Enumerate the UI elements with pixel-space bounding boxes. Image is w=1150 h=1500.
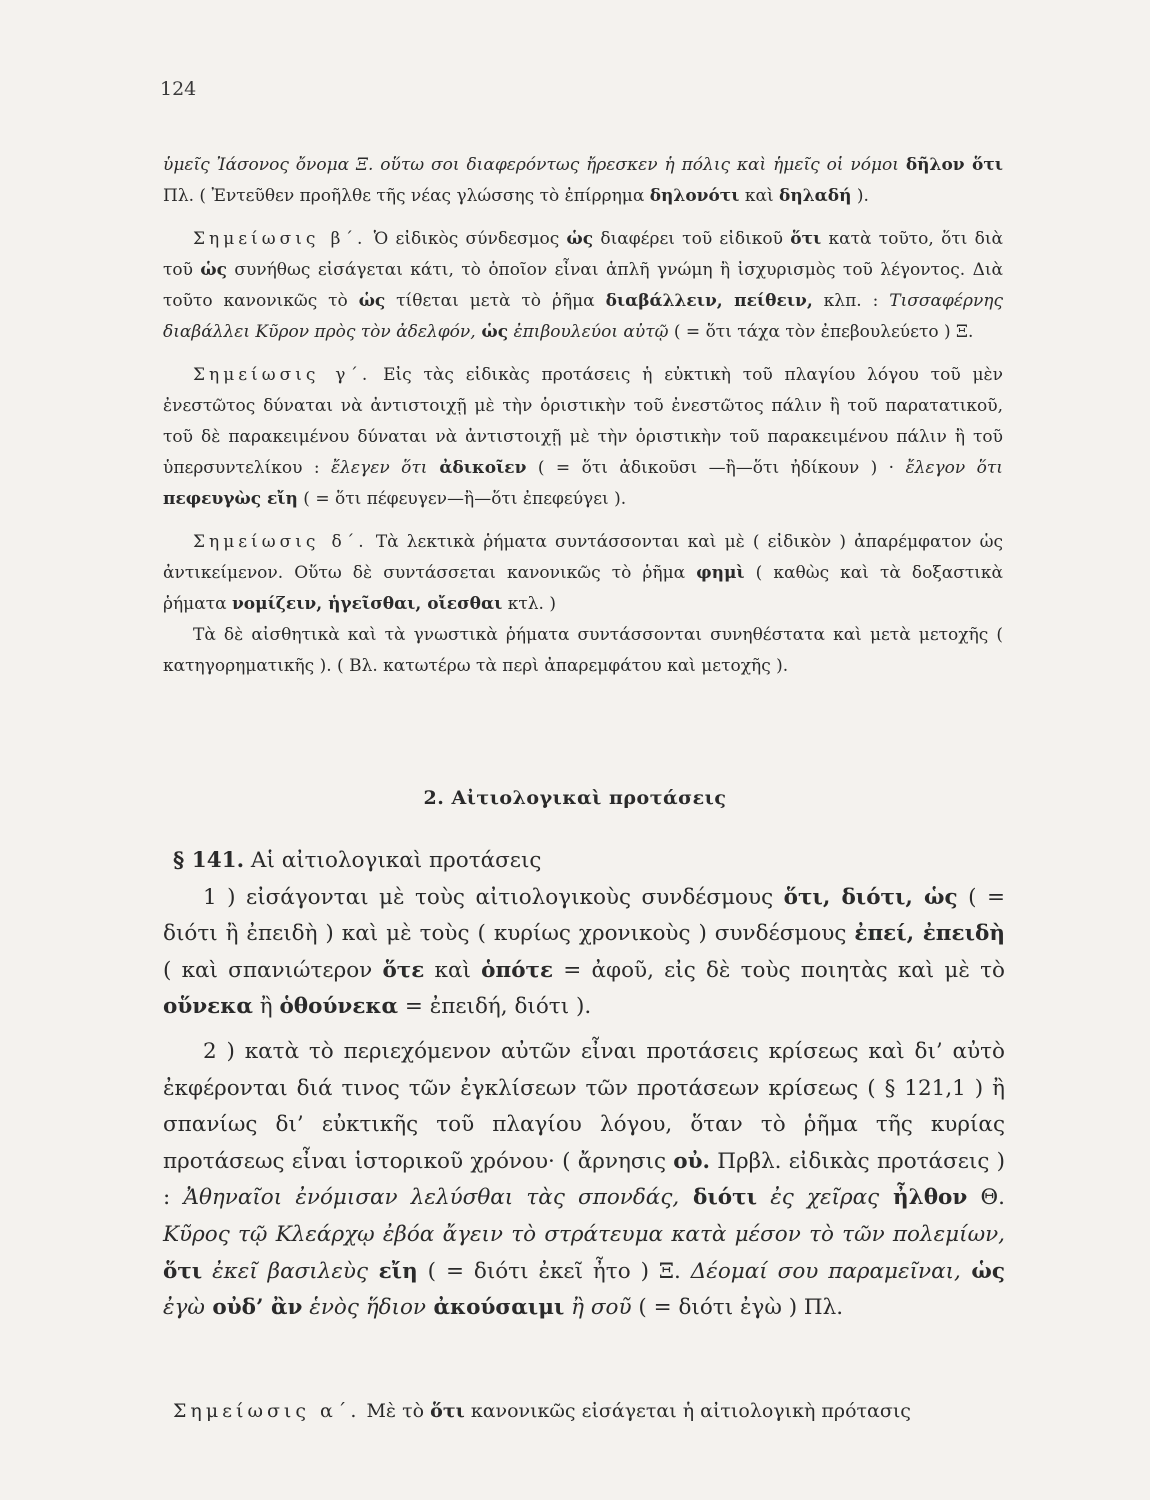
text: Πλ. ( Ἐντεῦθεν προῆλθε τῆς νέας γλώσσης τὸ ἐπίρρημα [163, 186, 650, 206]
italic-quote: ἐκεῖ βασιλεὺς [202, 1258, 369, 1284]
italic-quote: ἔλεγον ὅτι [905, 458, 1003, 478]
bold-term: δηλαδή [779, 186, 852, 206]
bold-term: οὐ. [673, 1148, 710, 1174]
bold-term: ὡς [200, 260, 227, 280]
bold-term: δηλονότι [649, 186, 740, 206]
bold-term: δῆλον ὅτι [905, 155, 1004, 175]
text: συνήθως εἰσάγεται κάτι, τὸ ὁποῖον εἶναι ἁπλῆ γνώμη ἢ ἰσχυρισμὸς τοῦ λέγοντος. Διὰ τοῦτο κανονικῶς τὸ [163, 260, 1003, 311]
text: κανονικῶς εἰσάγεται ἡ αἰτιολογικὴ πρότασις [464, 1400, 911, 1422]
text: καὶ [424, 957, 482, 983]
text: Μὲ τὸ [360, 1400, 431, 1422]
text: ( = διότι ἢ ἐπειδὴ ) καὶ μὲ τοὺς ( κυρίως χρονικοὺς ) συνδέσμους [163, 884, 1005, 947]
text: ( = ὅτι ἀδικοῦσι —ἢ—ὅτι ἠδίκουν ) · [526, 458, 906, 478]
bold-term: εἴη [368, 1258, 418, 1284]
section-141-intro [163, 843, 1005, 880]
note-label: Σημείωσις δ΄. [193, 532, 368, 552]
bold-term: ἀκούσαιμι [425, 1295, 565, 1321]
italic-quote: ἢ σοῦ [564, 1295, 632, 1321]
text: κατὰ τοῦτο, ὅτι διὰ τοῦ [163, 229, 1004, 280]
text: ἢ [252, 994, 280, 1020]
note-beta [163, 224, 1003, 348]
bold-term: πεφευγὼς εἴη [163, 489, 298, 509]
bold-term: ἀδικοῖεν [427, 458, 527, 478]
note-label: Σημείωσις α΄. [173, 1400, 361, 1422]
bold-term: οὐδ’ ἂν [204, 1295, 303, 1321]
bold-term: ὡς [566, 229, 594, 249]
italic-quote: ἔλεγεν ὅτι [331, 458, 428, 478]
section-141 [163, 843, 1005, 1335]
paragraph-continuation [163, 150, 1003, 212]
italic-quote: Κῦρος τῷ Κλεάρχῳ ἐβόα ἄγειν τὸ στράτευμα κατὰ μέσον τὸ τῶν πολεμίων, [163, 1221, 1005, 1247]
note-gamma [163, 360, 1003, 515]
bold-term: ὅτι [163, 1258, 203, 1284]
bold-term: ὅτι [790, 229, 822, 249]
bold-term: ὁπότε [481, 957, 554, 983]
bold-term: ἦλθον [879, 1185, 968, 1211]
italic-quote: ἐγὼ [163, 1295, 205, 1321]
note-label: Σημείωσις γ΄. [193, 365, 372, 385]
bold-term: διαβάλλειν, πείθειν, [605, 291, 813, 311]
italic-quote: Τισσαφέρνης διαβάλλει Κῦρον πρὸς τὸν ἀδελφόν, [163, 291, 1003, 342]
text: ( = ὅτι πέφευγεν—ἢ—ὅτι ἐπεφεύγει ). [297, 489, 627, 509]
section-heading: 2. Αἰτιολογικαὶ προτάσεις [423, 787, 727, 809]
note-label: Σημείωσις β΄. [193, 229, 367, 249]
text: 2 ) κατὰ τὸ περιεχόμενον αὐτῶν εἶναι προτάσεις κρίσεως καὶ δι’ αὐτὸ ἐκφέρονται διά τινος τῶν ἐγκλίσεων τῶν προτάσεων κρίσεως ( § 121,1 ) ἢ σπανίως δι’ εὐκτικῆς τοῦ πλαγίου λόγου, ὅταν τὸ ῥῆμα τῆς κυρίας προτάσεως εἶναι ἱστορικοῦ χρόνου· ( ἄρνησις [163, 1038, 1005, 1174]
text: ). [851, 186, 869, 206]
bold-term: ὅτι [430, 1400, 465, 1422]
section-141-point-1 [163, 880, 1005, 1026]
section-number: § 141. [173, 848, 245, 873]
bold-term: οὕνεκα [163, 994, 253, 1020]
bold-term: διότι [679, 1185, 758, 1211]
text: ( = ὅτι τάχα τὸν ἐπεβουλεύετο ) Ξ. [668, 322, 974, 342]
text: τίθεται μετὰ τὸ ῥῆμα [385, 291, 606, 311]
bold-term: ὡς [960, 1258, 1005, 1284]
italic-quote: ἑνὸς ἥδιον [302, 1295, 426, 1321]
text: ( καὶ σπανιώτερον [163, 957, 383, 983]
note-alpha [163, 1395, 1003, 1427]
bold-term: ὡς [358, 291, 386, 311]
text: Ὁ εἰδικὸς σύνδεσμος [366, 229, 567, 249]
text: = ἐπειδή, διότι ). [398, 994, 592, 1020]
bold-term: φημὶ [696, 563, 745, 583]
text: κτλ. ) [502, 594, 556, 614]
note-delta [163, 527, 1003, 620]
text: ( καθὼς καὶ τὰ δοξαστικὰ ῥήματα [163, 563, 1004, 614]
text: Θ. [967, 1185, 1005, 1211]
text: 1 ) εἰσάγονται μὲ τοὺς αἰτιολογικοὺς συνδέσμους [203, 884, 784, 910]
bold-term: νομίζειν, ἡγεῖσθαι, οἴεσθαι [232, 594, 503, 614]
italic-quote: ἐπιβουλεύοι αὐτῷ [508, 322, 669, 342]
bottom-note [163, 1395, 1003, 1439]
section-141-point-2 [163, 1034, 1005, 1327]
italic-quote: ἐς χεῖρας [757, 1185, 880, 1211]
text: Πρβλ. εἰδικὰς προτάσεις ) : [163, 1148, 1005, 1211]
text: Αἱ αἰτιολογικαὶ προτάσεις [244, 848, 542, 873]
text: κλπ. : [812, 291, 890, 311]
top-text-block [163, 150, 1003, 694]
text: = ἀφοῦ, εἰς δὲ τοὺς ποιητὰς καὶ μὲ τὸ [553, 957, 1005, 983]
text: διαφέρει τοῦ εἰδικοῦ [593, 229, 791, 249]
text: ( = διότι ἐγὼ ) Πλ. [631, 1295, 844, 1321]
paragraph-perception-verbs [163, 620, 1003, 682]
text: καὶ [739, 186, 780, 206]
italic-quote: Ἀθηναῖοι ἐνόμισαν λελύσθαι τὰς σπονδάς, [183, 1185, 680, 1211]
page-number: 124 [160, 78, 197, 100]
bold-term: ὅτε [382, 957, 425, 983]
text: Τὰ λεκτικὰ ῥήματα συντάσσονται καὶ μὲ ( εἰδικὸν ) ἀπαρέμφατον ὡς ἀντικείμενον. Οὕτω δὲ συντάσσεται κανονικῶς τὸ ῥῆμα [163, 532, 1004, 583]
italic-quote: Δέομαί σου παραμεῖναι, [690, 1258, 961, 1284]
italic-quote: ὑμεῖς Ἰάσονος ὄνομα Ξ. οὕτω σοι διαφερόντως ἤρεσκεν ἡ πόλις καὶ ἡμεῖς οἱ νόμοι [163, 155, 899, 175]
text: ( = διότι ἐκεῖ ἦτο ) Ξ. [417, 1258, 691, 1284]
text: Εἰς τὰς εἰδικὰς προτάσεις ἡ εὐκτικὴ τοῦ πλαγίου λόγου τοῦ μὲν ἐνεστῶτος δύναται νὰ ἀντιστοιχῇ μὲ τὴν ὁριστικὴν τοῦ ἐνεστῶτος πάλιν ἢ τοῦ παρατατικοῦ, τοῦ δὲ παρακειμένου δύναται νὰ ἀντιστοιχῇ μὲ τὴν ὁριστικὴν τοῦ παρακειμένου πάλιν ἢ τοῦ ὑπερσυντελίκου : [163, 365, 1003, 478]
bold-term: ὁθούνεκα [279, 994, 399, 1020]
bold-term: ἐπεί, ἐπειδὴ [854, 921, 1005, 947]
bold-term: ὡς [475, 322, 509, 342]
bold-term: ὅτι, διότι, ὡς [783, 884, 958, 910]
text: Τὰ δὲ αἰσθητικὰ καὶ τὰ γνωστικὰ ῥήματα συντάσσονται συνηθέστατα καὶ μετὰ μετοχῆς ( κατηγορηματικῆς ). ( Βλ. κατωτέρω τὰ περὶ ἀπαρεμφάτου καὶ μετοχῆς ). [163, 625, 1003, 676]
